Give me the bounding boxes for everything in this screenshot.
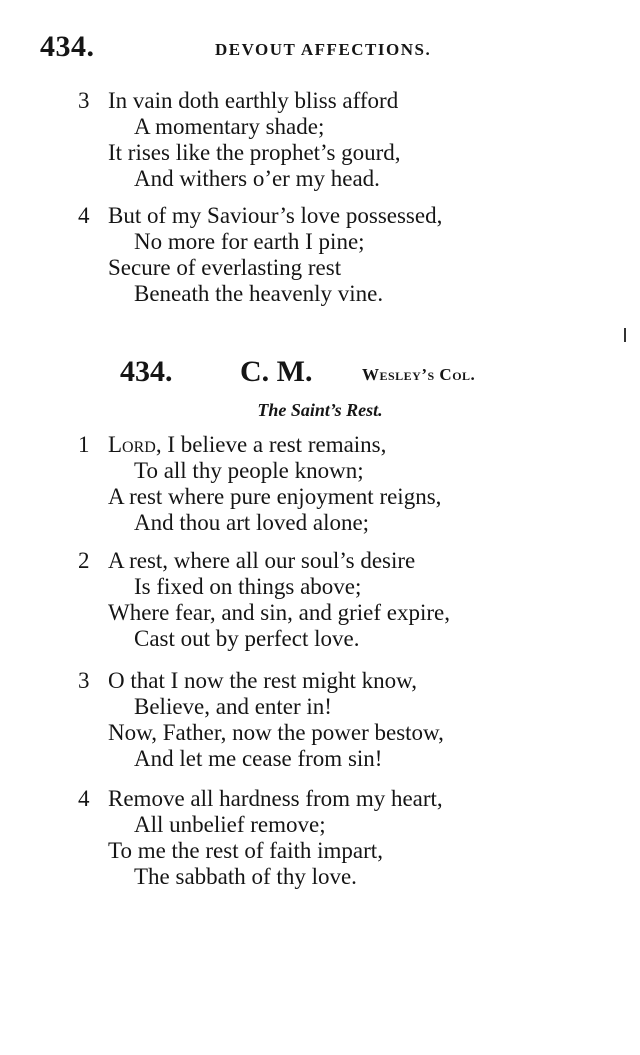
page-header: [40, 30, 600, 70]
hymn-meter: C. M.: [240, 355, 313, 388]
hymn-verse-3: [78, 668, 444, 772]
verse-line: No more for earth I pine;: [134, 229, 365, 254]
verse-line: Believe, and enter in!: [134, 694, 332, 719]
verse-line: Where fear, and sin, and grief expire,: [108, 600, 450, 625]
verse-line: Is fixed on things above;: [134, 574, 362, 599]
verse-line: To all thy people known;: [134, 458, 364, 483]
verse-line: Now, Father, now the power bestow,: [108, 720, 444, 745]
hymn-verse-4: [78, 786, 443, 890]
hymn-verse-1: [78, 432, 441, 536]
hymn-title: The Saint’s Rest.: [257, 400, 383, 420]
verse-line: Cast out by perfect love.: [134, 626, 360, 651]
verse-line: The sabbath of thy love.: [134, 864, 357, 889]
running-head: DEVOUT AFFECTIONS.: [215, 40, 432, 59]
margin-mark: [624, 328, 626, 342]
verse-number: 4: [78, 786, 90, 811]
prev-hymn-verse-3: [78, 88, 401, 192]
verse-number: 1: [78, 432, 90, 457]
verse-line: 4 Remove all hardness from my heart,: [78, 786, 443, 811]
page-number: 434.: [40, 30, 95, 63]
verse-line: 1 Lord, I believe a rest remains,: [78, 432, 387, 457]
verse-line: A rest where pure enjoyment reigns,: [108, 484, 442, 509]
verse-line: And let me cease from sin!: [134, 746, 383, 771]
hymn-heading: [120, 355, 520, 395]
first-word: Lord,: [108, 432, 162, 457]
verse-line: All unbelief remove;: [134, 812, 326, 837]
verse-number: 2: [78, 548, 90, 573]
verse-line: And withers o’er my head.: [134, 166, 380, 191]
verse-line: 3 In vain doth earthly bliss afford: [78, 88, 399, 113]
verse-line: A momentary shade;: [134, 114, 325, 139]
verse-line: 4 But of my Saviour’s love possessed,: [78, 203, 443, 228]
verse-line: 2 A rest, where all our soul’s desire: [78, 548, 416, 573]
verse-number: 4: [78, 203, 90, 228]
verse-line: It rises like the prophet’s gourd,: [108, 140, 401, 165]
verse-line: Beneath the heavenly vine.: [134, 281, 384, 306]
verse-line: Secure of everlasting rest: [108, 255, 342, 280]
verse-line: To me the rest of faith impart,: [108, 838, 383, 863]
prev-hymn-verse-4: [78, 203, 442, 307]
verse-number: 3: [78, 668, 90, 693]
verse-line: And thou art loved alone;: [134, 510, 370, 535]
hymn-verse-2: [78, 548, 450, 652]
verse-number: 3: [78, 88, 90, 113]
hymn-author: Wesley’s Col.: [362, 365, 476, 384]
hymn-number: 434.: [120, 355, 173, 388]
verse-line: 3 O that I now the rest might know,: [78, 668, 417, 693]
